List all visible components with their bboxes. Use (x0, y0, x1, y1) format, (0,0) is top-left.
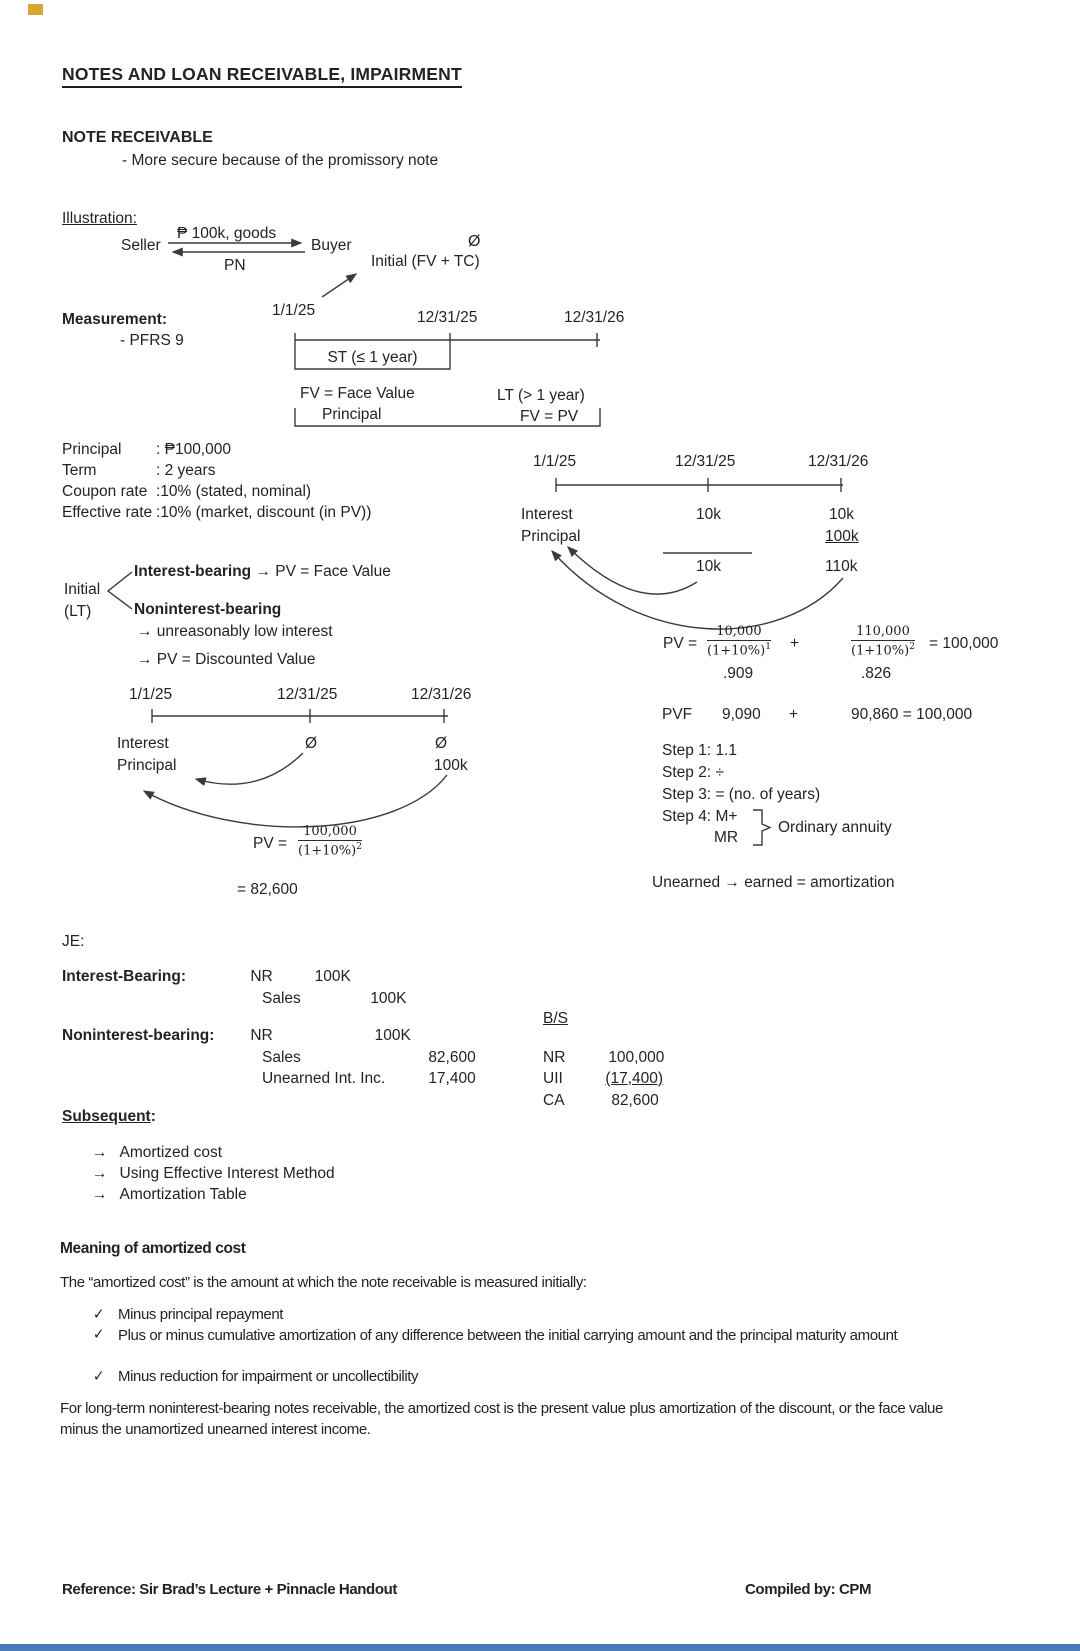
calc-step-4: Step 4: M+ (662, 808, 738, 825)
seller-label: Seller (121, 237, 161, 254)
pvf-decimal-1: .909 (723, 665, 754, 682)
term-label: Principal (62, 441, 122, 458)
pfrs-label: - PFRS 9 (120, 332, 184, 349)
je-ib-credit-amt: 100K (370, 990, 407, 1007)
fraction1-exponent: 1 (765, 642, 771, 652)
footer-compiled-by: Compiled by: CPM (745, 1581, 872, 1598)
term-row (62, 504, 371, 522)
je-nib-credit2-acct: Unearned Int. Inc. (262, 1070, 386, 1087)
pv-fraction-1 (707, 624, 771, 658)
noninterest-bearing-label: Noninterest-bearing (134, 601, 282, 618)
pvf-plus: + (789, 706, 799, 723)
pvf-row-label: PVF (662, 706, 693, 723)
short-term-label: ST (≤ 1 year) (327, 349, 418, 366)
pvf-value-1: 9,090 (722, 706, 761, 723)
interest-bearing-label: Interest-bearing (134, 563, 252, 580)
je-ib-credit-row (262, 990, 407, 1008)
arrow-bullet: → (92, 1144, 108, 1161)
initial-node-lt: (LT) (64, 603, 92, 620)
pn-label: PN (224, 257, 246, 274)
pv-denominator: (1+10%) (298, 843, 357, 859)
footer-reference: Reference: Sir Brad’s Lecture + Pinnacle Handout (62, 1581, 397, 1598)
je-ib-label: Interest-Bearing: (62, 968, 187, 985)
term-label: Coupon rate (62, 483, 148, 500)
meaning-intro: The “amortized cost” is the amount at which the note receivable is measured initially: (60, 1274, 587, 1291)
timeline-a-date-3: 12/31/26 (564, 309, 625, 326)
je-ib-credit-acct: Sales (262, 990, 301, 1007)
je-nib-credit1-acct: Sales (262, 1049, 301, 1066)
term-label: Effective rate (62, 504, 153, 521)
total-y2-value: 110k (825, 558, 858, 575)
subsequent-item: → Amortized cost (92, 1144, 223, 1161)
bs-row (543, 1049, 664, 1067)
nib-bullet-1: → unreasonably low interest (137, 623, 333, 640)
je-nib-credit-row-1 (262, 1049, 476, 1067)
check-item-text: Plus or minus cumulative amortization of any difference between the initial carrying amount and the principal maturity amount (118, 1327, 898, 1344)
subsequent-item: → Amortization Table (92, 1186, 247, 1203)
je-noninterest-bearing-row (62, 1027, 411, 1045)
pv-result: = 82,600 (237, 881, 298, 898)
annuity-brace (753, 810, 770, 845)
branch-lines (108, 572, 132, 609)
initial-pointer-arrow (322, 274, 356, 297)
note-receivable-heading: NOTE RECEIVABLE (62, 129, 213, 146)
je-interest-bearing-row (62, 968, 351, 986)
pv-fraction-2 (851, 624, 915, 658)
pv-lhs: PV = (253, 835, 288, 852)
bs-amt: 100,000 (608, 1049, 665, 1066)
timeline-a-date-1: 1/1/25 (272, 302, 316, 319)
check-icon: ✓ (93, 1306, 104, 1323)
principal-row-label: Principal (117, 757, 177, 774)
interest-bearing-rule: → PV = Face Value (255, 563, 391, 580)
fraction2-numerator: 110,000 (851, 624, 915, 641)
term-value: :10% (stated, nominal) (156, 483, 312, 500)
timeline-c-date-1: 1/1/25 (129, 686, 173, 703)
bs-acct: CA (543, 1092, 565, 1109)
je-nib-credit2-amt: 17,400 (428, 1070, 476, 1087)
interest-row-label: Interest (117, 735, 169, 752)
zero-interest-y2: Ø (435, 735, 448, 752)
interest-y2-value: 10k (829, 506, 854, 523)
calc-step-4b: MR (714, 829, 739, 846)
check-item (93, 1368, 104, 1385)
exchange-top-label: ₱ 100k, goods (177, 225, 277, 242)
term-row (62, 441, 231, 459)
interest-y1-value: 10k (696, 506, 721, 523)
fraction2-exponent: 2 (909, 642, 915, 652)
bs-amt: 82,600 (611, 1092, 659, 1109)
term-row (62, 462, 215, 480)
je-heading: JE: (62, 933, 85, 950)
pv-fraction (298, 824, 362, 858)
je-ib-debit-amt: 100K (314, 968, 351, 985)
arrow-bullet: → (92, 1186, 108, 1203)
plus-sign: + (790, 635, 800, 652)
pvf-decimal-2: .826 (861, 665, 892, 682)
ordinary-annuity-note: Ordinary annuity (778, 819, 892, 836)
interest-row-label: Interest (521, 506, 573, 523)
unearned-amortization-note: Unearned → earned = amortization (652, 874, 895, 891)
flow-arrow-1 (568, 547, 697, 594)
check-item (93, 1326, 104, 1343)
bs-heading: B/S (543, 1010, 568, 1027)
buyer-label: Buyer (311, 237, 352, 254)
long-term-label: LT (> 1 year) (497, 387, 585, 404)
check-icon: ✓ (93, 1326, 104, 1343)
note-receivable-bullet: - More secure because of the promissory note (122, 152, 439, 169)
flow-arrow-4 (144, 775, 447, 827)
term-value: : ₱100,000 (156, 441, 231, 458)
fv-face-value-label: FV = Face Value (300, 385, 415, 402)
timeline-a-date-2: 12/31/25 (417, 309, 478, 326)
total-y1-value: 10k (696, 558, 721, 575)
je-nib-label: Noninterest-bearing: (62, 1027, 215, 1044)
flow-arrow-3 (196, 753, 303, 784)
scan-bottom-bar (0, 1644, 1080, 1651)
term-value: : 2 years (156, 462, 216, 479)
interest-bearing-branch (134, 563, 391, 581)
pv-calc-lhs: PV = (663, 635, 698, 652)
meaning-outro: For long-term noninterest-bearing notes receivable, the amortized cost is the present value plus amortization of the discount, or the face value minus the unamortized unearned interest income. (60, 1400, 943, 1438)
check-item (93, 1306, 104, 1323)
term-row (62, 483, 311, 501)
je-nib-credit-row-2 (262, 1070, 476, 1088)
term-label: Term (62, 462, 97, 479)
bs-amt: (17,400) (605, 1070, 664, 1087)
initial-measurement-label: Initial (FV + TC) (371, 253, 480, 270)
arrow-bullet: → (92, 1165, 108, 1182)
timeline-c-date-2: 12/31/25 (277, 686, 338, 703)
fraction1-numerator: 10,000 (707, 624, 771, 641)
initial-node-label: Initial (64, 581, 101, 598)
pvf-result: 90,860 = 100,000 (851, 706, 973, 723)
scan-corner-mark (28, 4, 43, 15)
nib-bullet-2: → PV = Discounted Value (137, 651, 316, 668)
principal-y2-value: 100k (825, 528, 859, 545)
timeline-b-date-3: 12/31/26 (808, 453, 869, 470)
principal-row-label: Principal (521, 528, 581, 545)
principal-y2-value: 100k (434, 757, 468, 774)
subsequent-item: → Using Effective Interest Method (92, 1165, 335, 1182)
meaning-heading: Meaning of amortized cost (60, 1240, 246, 1257)
je-ib-debit-acct: NR (250, 968, 273, 985)
page-title: NOTES AND LOAN RECEIVABLE, IMPAIRMENT (62, 64, 462, 88)
bs-row (543, 1070, 663, 1088)
illustration-heading: Illustration: (62, 210, 137, 227)
calc-step-3: Step 3: = (no. of years) (662, 786, 821, 803)
fv-principal-label: Principal (322, 406, 382, 423)
bs-acct: UII (543, 1070, 563, 1087)
pv-numerator: 100,000 (298, 824, 362, 841)
je-nib-debit-amt: 100K (374, 1027, 411, 1044)
term-value: :10% (market, discount (in PV)) (156, 504, 372, 521)
je-nib-debit-acct: NR (250, 1027, 273, 1044)
zero-interest-y1: Ø (305, 735, 318, 752)
timeline-c-date-3: 12/31/26 (411, 686, 472, 703)
calc-step-1: Step 1: 1.1 (662, 742, 737, 759)
fraction1-denominator: (1+10%) (707, 643, 766, 659)
bs-acct: NR (543, 1049, 566, 1066)
timeline-b-date-2: 12/31/25 (675, 453, 736, 470)
timeline-b-date-1: 1/1/25 (533, 453, 577, 470)
subsequent-heading: Subsequent: (62, 1108, 156, 1125)
pv-calc-result: = 100,000 (929, 635, 999, 652)
fv-pv-label: FV = PV (520, 408, 579, 425)
measurement-heading: Measurement: (62, 311, 168, 328)
bs-row (543, 1092, 659, 1110)
calc-step-2: Step 2: ÷ (662, 764, 724, 781)
check-item-text: Minus principal repayment (118, 1306, 284, 1323)
check-icon: ✓ (93, 1368, 104, 1385)
je-nib-credit1-amt: 82,600 (428, 1049, 476, 1066)
fraction2-denominator: (1+10%) (851, 643, 910, 659)
zero-transaction-cost-symbol: Ø (468, 233, 481, 250)
check-item-text: Minus reduction for impairment or uncollectibility (118, 1368, 419, 1385)
pv-exponent: 2 (356, 842, 362, 852)
